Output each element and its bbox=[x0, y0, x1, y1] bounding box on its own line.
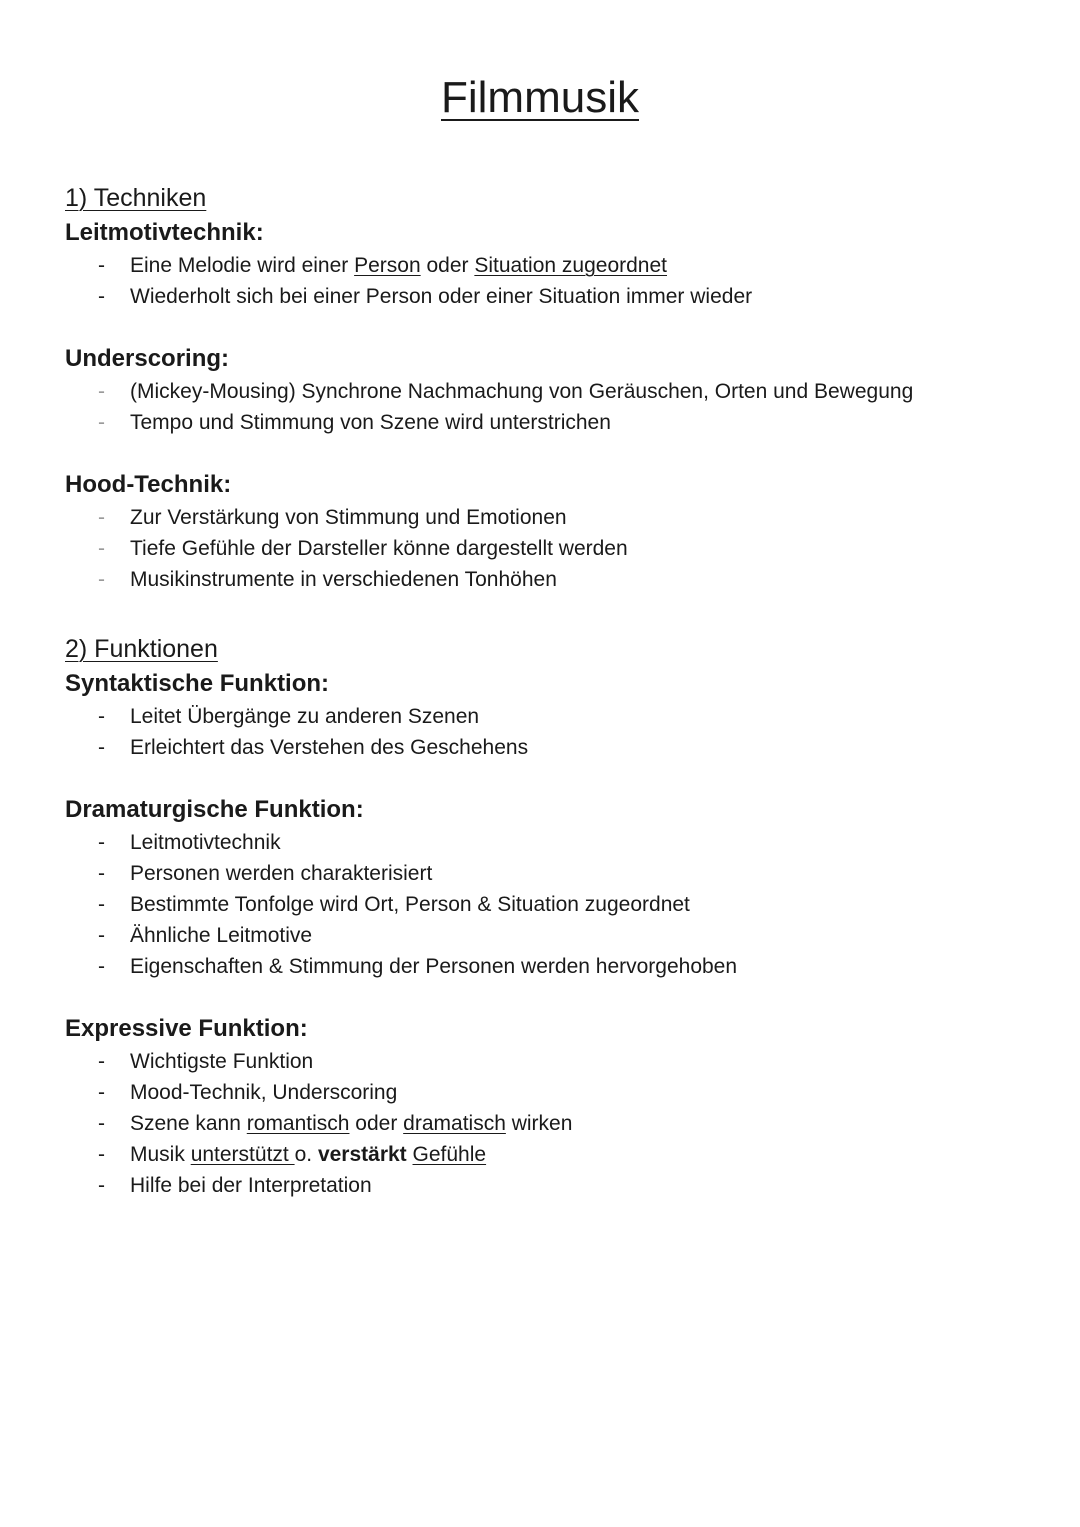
list-item: - Zur Verstärkung von Stimmung und Emotionen bbox=[65, 502, 1025, 533]
list-item: - Musikinstrumente in verschiedenen Tonhöhen bbox=[65, 564, 1025, 595]
list-item: - Personen werden charakterisiert bbox=[65, 858, 1025, 889]
group-title-dramaturgische-funktion: Dramaturgische Funktion: bbox=[65, 796, 364, 823]
list-item: - (Mickey-Mousing) Synchrone Nachmachung von Geräuschen, Orten und Bewegung bbox=[65, 376, 1025, 407]
group-title-underscoring: Underscoring: bbox=[65, 345, 230, 372]
list-item: - Leitet Übergänge zu anderen Szenen bbox=[65, 701, 1025, 732]
group-title-leitmotivtechnik: Leitmotivtechnik: bbox=[65, 219, 264, 246]
list-item: - Wiederholt sich bei einer Person oder einer Situation immer wieder bbox=[65, 281, 1025, 312]
list-syntaktische-funktion bbox=[65, 701, 1025, 763]
list-item: - Hilfe bei der Interpretation bbox=[65, 1170, 1025, 1201]
group-title-syntaktische-funktion: Syntaktische Funktion: bbox=[65, 670, 330, 697]
group-title-hood-technik: Hood-Technik: bbox=[65, 471, 232, 498]
list-item: - Leitmotivtechnik bbox=[65, 827, 1025, 858]
list-leitmotivtechnik bbox=[65, 250, 1025, 312]
list-underscoring bbox=[65, 376, 1025, 438]
list-item: - Tempo und Stimmung von Szene wird unterstrichen bbox=[65, 407, 1025, 438]
list-item: - Bestimmte Tonfolge wird Ort, Person & Situation zugeordnet bbox=[65, 889, 1025, 920]
list-expressive-funktion bbox=[65, 1046, 1025, 1201]
page-title: Filmmusik bbox=[441, 73, 639, 122]
list-item: - Wichtigste Funktion bbox=[65, 1046, 1025, 1077]
list-item: - Musik unterstützt o. verstärkt Gefühle bbox=[65, 1139, 1025, 1170]
list-item: - Eigenschaften & Stimmung der Personen werden hervorgehoben bbox=[65, 951, 1025, 982]
list-item: - Mood-Technik, Underscoring bbox=[65, 1077, 1025, 1108]
list-item: - Eine Melodie wird einer Person oder Situation zugeordnet bbox=[65, 250, 1025, 281]
list-item: - Szene kann romantisch oder dramatisch wirken bbox=[65, 1108, 1025, 1139]
list-hood-technik bbox=[65, 502, 1025, 595]
list-item: - Ähnliche Leitmotive bbox=[65, 920, 1025, 951]
section-heading-funktionen: 2) Funktionen bbox=[65, 635, 218, 663]
group-title-expressive-funktion: Expressive Funktion: bbox=[65, 1015, 308, 1042]
document-content bbox=[65, 180, 1025, 1201]
section-heading-techniken: 1) Techniken bbox=[65, 184, 207, 212]
list-dramaturgische-funktion bbox=[65, 827, 1025, 982]
list-item: - Erleichtert das Verstehen des Geschehens bbox=[65, 732, 1025, 763]
list-item: - Tiefe Gefühle der Darsteller könne dargestellt werden bbox=[65, 533, 1025, 564]
